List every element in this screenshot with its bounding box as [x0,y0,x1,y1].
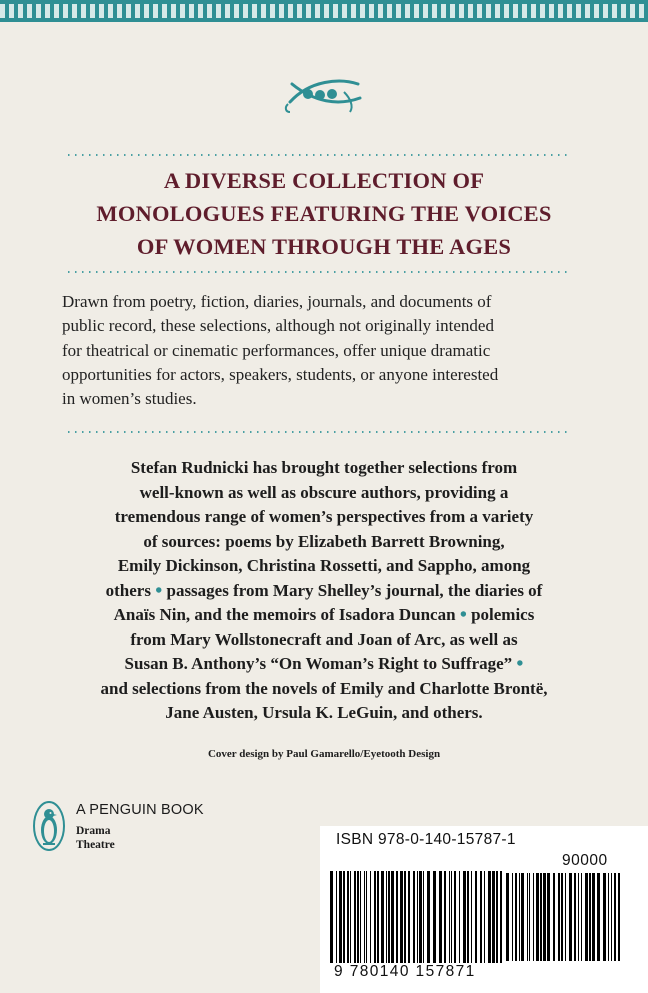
barcode-bar [336,871,337,963]
barcode-bar [565,873,566,961]
headline-line: OF WOMEN THROUGH THE AGES [136,234,512,259]
headline [40,164,608,263]
about-line: Emily Dickinson, Christina Rossetti, and Sappho, among [117,556,531,575]
barcode-bar [386,871,387,963]
barcode-bar [370,871,371,963]
barcode-bar [354,871,356,963]
barcode-bar [449,871,450,963]
about-text: polemics [466,605,535,624]
barcode-bar [527,873,528,961]
barcode-bar [569,873,572,961]
barcode-bar [519,873,520,961]
barcode-bar [408,871,410,963]
barcode-bar [558,873,560,961]
bullet-separator: • [155,579,163,602]
about-line [54,603,594,628]
barcode-bar [500,871,502,963]
barcode-digits: 9 780140 157871 [334,963,476,980]
top-border-band [0,0,648,22]
barcode-bar [488,871,491,963]
penguin-logo-icon [32,800,66,852]
barcode-bar [357,871,359,963]
barcode-bar [467,871,469,963]
barcode-bar [611,873,612,961]
barcode-bar [585,873,588,961]
barcode-bar [423,871,424,963]
description-line: in women’s studies. [62,389,197,409]
barcode-bar [364,871,365,963]
barcode-bar [515,873,517,961]
about-text: others [105,580,151,600]
barcode-bar [377,871,379,963]
about-line: and selections from the novels of Emily and Charlotte Brontë, [100,678,548,698]
about-text: passages from Mary Shelley’s journal, the diaries of [162,580,543,600]
about-line: from Mary Wollstonecraft and Joan of Arc, as well as [130,629,518,649]
barcode-bar [360,871,361,963]
about-line: well-known as well as obscure authors, providing a [139,482,509,502]
peapod-emblem-icon [280,68,370,116]
top-border-pattern [0,4,648,18]
dotted-divider [68,271,568,273]
about-text: Susan B. Anthony’s “On Woman’s Right to Suffrage” [124,654,513,673]
barcode-bar [614,873,616,961]
barcode-bar [417,871,418,963]
about-line [54,652,594,677]
barcode-bar [603,873,606,961]
barcode-bar [618,873,620,961]
dotted-divider [68,431,568,433]
barcode-bar [413,871,415,963]
barcode-bar [439,871,442,963]
barcode-bar [597,873,600,961]
barcode-bar [404,871,406,963]
headline-line: A DIVERSE COLLECTION OF [163,168,485,193]
description-paragraph [62,290,602,411]
barcode-bar [496,871,498,963]
about-line: Jane Austen, Ursula K. LeGuin, and others. [165,703,483,722]
barcode-bar [381,871,384,963]
barcode-bar [529,873,530,961]
about-line: tremendous range of women’s perspectives from a variety [114,507,534,526]
barcode-bar [388,871,390,963]
headline-line: MONOLOGUES FEATURING THE VOICES [96,201,552,226]
about-paragraph [54,456,594,726]
barcode-bar [533,873,534,961]
barcode-bar [454,871,456,963]
description-line: opportunities for actors, speakers, students, or anyone interested [62,364,499,384]
dotted-divider [68,154,568,156]
barcode-bar [592,873,595,961]
barcode-bar [366,871,367,963]
barcode-bar [581,873,582,961]
description-line: public record, these selections, although not originally intended [62,316,494,336]
about-line [54,579,594,604]
barcode-bar [561,873,563,961]
barcode-bar [374,871,376,963]
bullet-separator: • [516,653,524,675]
barcode-bar [471,871,472,963]
about-text: Anaïs Nin, and the memoirs of Isadora Duncan [113,605,456,624]
barcode-bar [396,871,398,963]
barcode-bar [589,873,591,961]
barcode-bar [480,871,482,963]
barcode-bar [553,873,555,961]
barcode-bar [339,871,342,963]
barcode-bar [350,871,351,963]
barcode-bar [475,871,477,963]
barcode-bar [391,871,394,963]
barcode-bar [540,873,542,961]
description-line: for theatrical or cinematic performances, offer unique dramatic [62,340,491,360]
isbn-barcode [330,871,504,963]
barcode-bar [578,873,579,961]
barcode-bar [459,871,460,963]
barcode-bar [451,871,452,963]
barcode-bar [536,873,539,961]
barcode-bar [343,871,345,963]
barcode-panel [320,826,648,993]
cover-design-credit: Cover design by Paul Gamarello/Eyetooth Design [207,748,441,760]
price-barcode [506,873,624,961]
barcode-bar [444,871,446,963]
bullet-separator: • [459,604,467,626]
publisher-label: A PENGUIN BOOK [76,802,204,818]
barcode-bar [427,871,430,963]
barcode-bar [492,871,495,963]
price-code: 90000 [562,852,608,869]
category-label: Drama [76,825,111,837]
category-label: Theatre [76,839,115,851]
about-line: Stefan Rudnicki has brought together selections from [130,458,518,477]
barcode-bar [547,873,550,961]
barcode-bar [512,873,513,961]
barcode-bar [543,873,546,961]
barcode-bar [521,873,524,961]
barcode-bar [463,871,466,963]
barcode-bar [574,873,576,961]
barcode-bar [400,871,403,963]
isbn-text: ISBN 978-0-140-15787-1 [336,831,516,848]
barcode-bar [347,871,349,963]
barcode-bar [506,873,509,961]
barcode-bar [433,871,436,963]
barcode-bar [608,873,609,961]
barcode-bar [484,871,485,963]
about-line: of sources: poems by Elizabeth Barrett Browning, [143,531,505,551]
barcode-bar [330,871,333,963]
description-line: Drawn from poetry, fiction, diaries, journals, and documents of [62,292,492,311]
barcode-bar [419,871,422,963]
